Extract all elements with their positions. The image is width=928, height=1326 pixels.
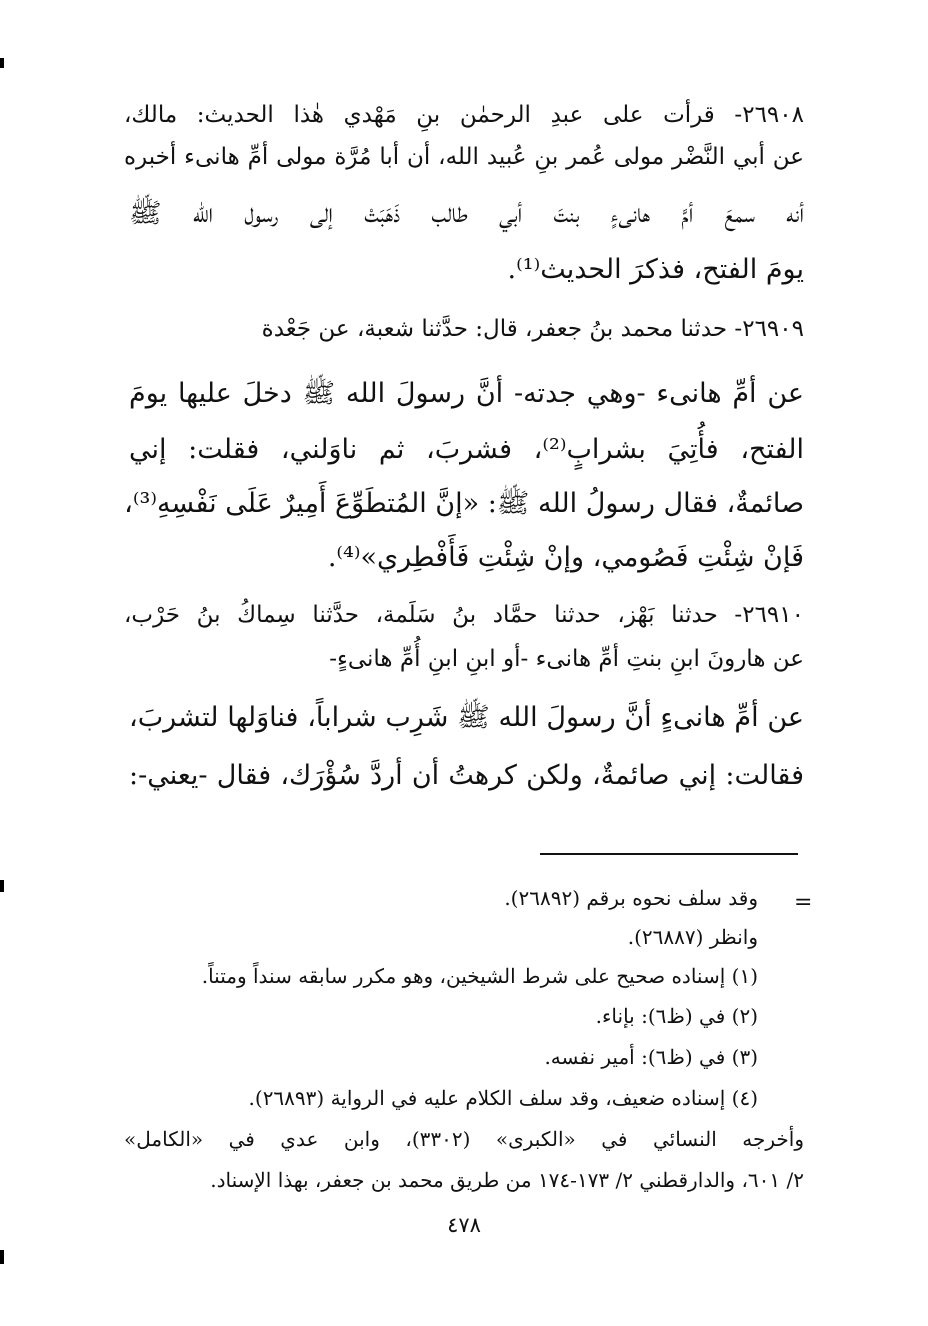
hadith-26909-chain-line-1: ٢٦٩٠٩- حدثنا محمد بنُ جعفر، قال: حدَّثنا شعبة، عن جَعْدة: [261, 316, 804, 342]
scan-edge-mark: [0, 880, 4, 892]
footnote-line-3: (١) إسناده صحيح على شرط الشيخين، وهو مكرر سابقه سنداً ومتناً.: [201, 964, 758, 988]
hadith-26909-text-line-1: عن أمِّ هانىء -وهي جدته- أنَّ رسولَ الله ﷺ دخلَ عليها يومَ: [129, 378, 804, 409]
footnote-line-4: (٢) في (ظ٦): بإناء.: [595, 1004, 758, 1028]
hadith-26909-text-line-4: فَإنْ شِئْتِ فَصُومي، وإنْ شِئْتِ فَأَفْطِري»⁽⁴⁾.: [327, 542, 804, 573]
footnote-continuation-mark: =: [794, 890, 813, 915]
hadith-26909-text-line-2: الفتح، فأُتِيَ بشرابٍ⁽²⁾، فشربَ، ثم ناوَلني، فقلت: إني: [129, 434, 805, 465]
footnote-line-5: (٣) في (ظ٦): أمير نفسه.: [544, 1045, 758, 1069]
hadith-26908-chain-line-1: ٢٦٩٠٨- قرأت على عبدِ الرحمٰن بنِ مَهْدي هٰذا الحديث: مالك،: [124, 102, 804, 128]
footnote-separator: [540, 853, 798, 855]
hadith-26908-text-line-2: يومَ الفتح، فذكرَ الحديث⁽¹⁾.: [507, 254, 804, 285]
footnote-line-7: وأخرجه النسائي في «الكبرى» (٣٣٠٢)، وابن عدي في «الكامل»: [124, 1127, 804, 1151]
hadith-26909-text-line-3: صائمةٌ، فقال رسولُ الله ﷺ: «إنَّ المُتطَوِّعَ أَمِيرٌ عَلَى نَفْسِهِ⁽³⁾،: [124, 488, 804, 519]
hadith-26908-chain-line-2: عن أبي النَّضْر مولى عُمر بنِ عُبيد الله، أن أبا مُرَّة مولى أمِّ هانىء أخبره: [124, 144, 804, 170]
page-number: ٤٧٨: [447, 1213, 481, 1237]
footnote-line-1: وقد سلف نحوه برقم (٢٦٨٩٢).: [504, 886, 758, 910]
hadith-26910-text-line-2: فقالت: إني صائمةٌ، ولكن كرهتُ أن أردَّ سُؤْرَك، فقال -يعني-:: [129, 760, 804, 791]
scan-edge-mark: [0, 1250, 4, 1264]
footnote-line-8: ٢/ ٦٠١، والدارقطني ٢/ ١٧٣-١٧٤ من طريق محمد بن جعفر، بهذا الإسناد.: [210, 1168, 804, 1192]
hadith-26910-text-line-1: عن أمِّ هانىءٍ أنَّ رسولَ الله ﷺ شَرِب شراباً، فناوَلها لتشربَ،: [129, 702, 804, 733]
footnote-line-2: وانظر (٢٦٨٨٧).: [627, 925, 758, 949]
hadith-26908-text-line-1: أنه سمعَ أمَّ هانىءٍ بنتَ أبي طالب ذَهَبَتْ إلى رسول الله ﷺ: [129, 198, 804, 229]
hadith-26910-chain-line-2: عن هارونَ ابنِ بنتِ أمِّ هانىء -أو ابنِ ابنِ أُمِّ هانىءٍ-: [329, 646, 804, 672]
hadith-26910-chain-line-1: ٢٦٩١٠- حدثنا بَهْز، حدثنا حمَّاد بنُ سَلَمة، حدَّثنا سِماكُ بنُ حَرْب،: [124, 602, 804, 628]
footnote-line-6: (٤) إسناده ضعيف، وقد سلف الكلام عليه في الرواية (٢٦٨٩٣).: [248, 1086, 758, 1110]
scan-edge-mark: [0, 58, 4, 68]
